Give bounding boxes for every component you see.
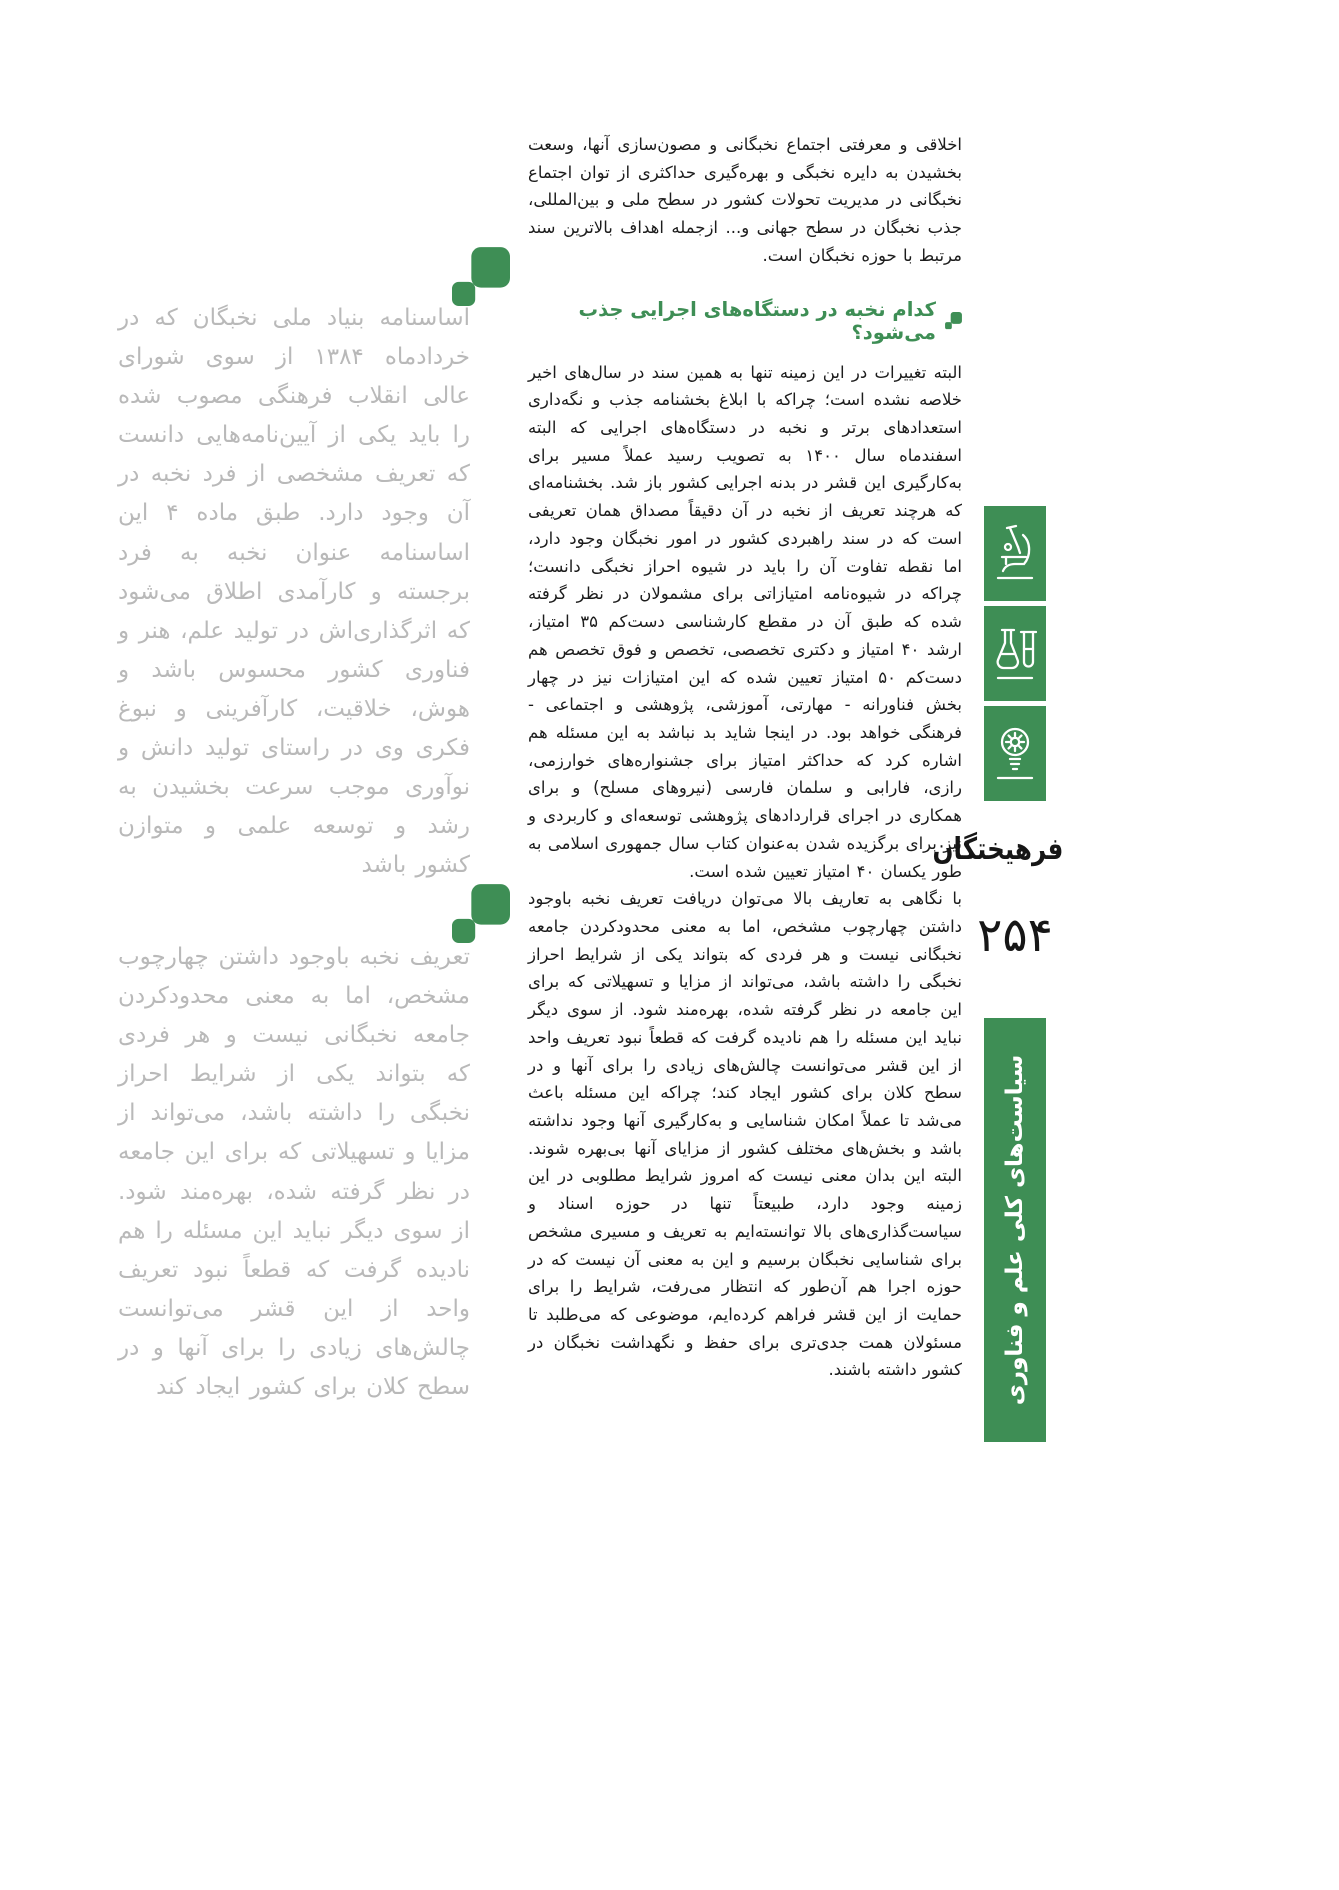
bulb-gear-icon	[993, 721, 1037, 787]
article-main-column	[528, 131, 962, 1384]
brand-logo: فرهیختگان	[932, 832, 1064, 867]
article-paragraph-2: با نگاهی به تعاریف بالا می‌توان دریافت تعریف نخبه باوجود داشتن چهارچوب مشخص، اما به معنی محدودکردن جامعه نخبگانی نیست و هر فردی که بتواند یکی از شرایط احراز نخبگی را داشته باشد، می‌تواند از مزایا و تسهیلاتی که برای این جامعه در نظر گرفته شده، بهره‌مند شود. از سوی دیگر نباید این مسئله را هم نادیده گرفت که قطعاً نبود تعریف واحد از این قشر می‌توانست چالش‌های زیادی را برای آنها و در سطح کلان برای کشور ایجاد کند؛ چراکه این مسئله باعث می‌شد تا عملاً امکان شناسایی و به‌کارگیری آنها وجود نداشته باشد و بخش‌های مختلف کشور از مزایای آنها بی‌بهره شوند. البته این بدان معنی نیست که امروز شرایط مطلوبی در این زمینه وجود دارد، طبیعتاً تنها در حوزه اسناد و سیاست‌گذاری‌های بالا توانسته‌ایم به تعریف و مسیری مشخص برای شناسایی نخبگان برسیم و این به معنی آن نیست که در حوزه اجرا هم آن‌طور که انتظار می‌رفت، شرایط را برای حمایت از این قشر فراهم کرده‌ایم، موضوعی که می‌طلبد تا مسئولان همت جدی‌تری برای حفظ و نگهداشت نخبگان در کشور داشته باشند.	[528, 889, 962, 1380]
article-paragraph-1: البته تغییرات در این زمینه تنها به همین سند در سال‌های اخیر خلاصه نشده است؛ چراکه با ابلاغ بخشنامه جذب و نگه‌داری استعدادهای برتر و نخبه در دستگاه‌های اجرایی که البته اسفندماه سال ۱۴۰۰ به تصویب رسید عملاً مسیر برای به‌کارگیری این قشر در بدنه اجرایی کشور باز شد. بخشنامه‌ای که هرچند تعریف از نخبه در آن دقیقاً مصداق همان تعریفی است که در سند راهبردی کشور در امور نخبگان وجود دارد، اما نقطه تفاوت آن را باید در شیوه احراز نخبگی دانست؛ چراکه در شیوه‌نامه امتیازاتی برای مشمولان در نظر گرفته شده که طبق آن در مقطع کارشناسی دست‌کم ۳۵ امتیاز، ارشد ۴۰ امتیاز و دکتری تخصصی، تخصص و فوق تخصص هم دست‌کم ۵۰ امتیاز تعیین شده که این امتیازات نیز در چهار بخش فناورانه - مهارتی، آموزشی، پژوهشی و اجتماعی - فرهنگی خواهد بود. در اینجا شاید بد نباشد به این مسئله هم اشاره کرد که حداکثر امتیاز برای جشنواره‌های خوارزمی، رازی، فارابی و سلمان فارسی (نیروهای مسلح) و برای همکاری در اجرای قراردادهای پژوهشی توسعه‌ای و کاربردی و نیز برای برگزیده شدن به‌عنوان کتاب سال جمهوری اسلامی به طور یکسان ۴۰ امتیاز تعیین شده است.	[528, 362, 962, 881]
pull-quote-1	[118, 299, 470, 885]
lab-flasks-icon	[993, 621, 1037, 687]
quote-bullet-icon	[945, 312, 962, 330]
microscope-icon	[993, 521, 1037, 587]
sidebar-tile-science	[984, 606, 1046, 701]
section-heading	[528, 298, 962, 344]
pull-quote-2	[118, 938, 470, 1407]
article-intro-paragraph: اخلاقی و معرفتی اجتماع نخبگانی و مصون‌سازی آنها، وسعت بخشیدن به دایره نخبگی و بهره‌گیری حداکثری از توان اجتماع نخبگانی در مدیریت تحولات کشور در سطح ملی و بین‌المللی، جذب نخبگان در سطح جهانی و... ازجمله اهداف بالاترین سند مرتبط با حوزه نخبگان است.	[528, 135, 962, 265]
pull-quote-2-text: تعریف نخبه باوجود داشتن چهارچوب مشخص، اما به معنی محدودکردن جامعه نخبگانی نیست و هر فردی که بتواند یکی از شرایط احراز نخبگی را داشته باشد، می‌تواند از مزایا و تسهیلاتی که برای این جامعه در نظر گرفته شده، بهره‌مند شود. از سوی دیگر نباید این مسئله را هم نادیده گرفت که قطعاً نبود تعریف واحد از این قشر می‌توانست چالش‌های زیادی را برای آنها و در سطح کلان برای کشور ایجاد کند	[118, 944, 470, 1401]
page-number: ۲۵۴	[977, 908, 1053, 963]
pull-quote-1-text: اساسنامه بنیاد ملی نخبگان که در خردادماه ۱۳۸۴ از سوی شورای عالی انقلاب فرهنگی مصوب شده را باید یکی از آیین‌نامه‌هایی دانست که تعریف مشخصی از فرد نخبه در آن وجود دارد. طبق ماده ۴ این اساسنامه عنوان نخبه به فرد برجسته و کارآمدی اطلاق می‌شود که اثرگذاری‌اش در تولید علم، هنر و فناوری کشور محسوس باشد و هوش، خلاقیت، کارآفرینی و نبوغ فکری وی در راستای تولید دانش و نوآوری موجب سرعت بخشیدن به رشد و توسعه علمی و متوازن کشور باشد	[118, 305, 470, 879]
section-title-bar	[984, 1018, 1046, 1442]
section-heading-text: کدام نخبه در دستگاه‌های اجرایی جذب می‌شود؟	[578, 297, 936, 344]
quote-mark-icon	[452, 884, 510, 946]
sidebar-tile-innovation	[984, 706, 1046, 801]
sidebar-tile-research	[984, 506, 1046, 601]
section-title-vertical-text: سیاست‌های کلی علم و فناوری	[1002, 1054, 1028, 1406]
